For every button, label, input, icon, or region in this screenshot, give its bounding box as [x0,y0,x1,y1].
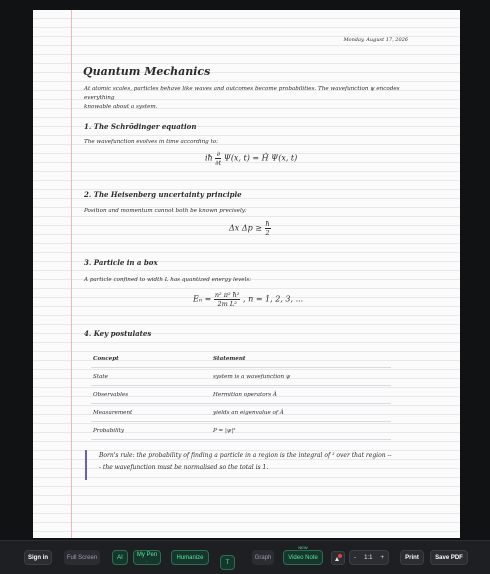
eq-2-numerator: ħ [265,220,270,228]
table-cell-statement: yields an eigenvalue of Â [213,409,284,416]
video-note-button[interactable] [283,545,323,565]
section-2-text: Position and momentum cannot both be known precisely: [84,208,247,214]
print-button[interactable]: Print [400,550,424,565]
eq-1-left: iħ [205,153,213,163]
bottom-toolbar [0,540,490,574]
caret-up-icon [335,557,339,561]
eq-3-denominator: 2m L² [217,300,237,308]
new-badge: NEW [298,545,308,550]
zoom-control [349,550,389,565]
eq-3-right: , n = 1, 2, 3, ... [243,294,304,304]
notebook-page [33,10,460,538]
table-cell-statement: Hermitian operators Â [213,391,277,398]
section-1-text: The wavefunction evolves in time according to: [84,139,219,145]
intro-line-2: knowable about a system. [84,104,158,110]
table-header-concept: Concept [93,355,119,362]
margin-line [71,10,72,538]
energy-equation [193,291,303,308]
full-screen-button[interactable]: Full Screen [64,550,100,565]
intro-paragraph [84,85,414,112]
page-title: Quantum Mechanics [83,65,211,78]
postulates-table [91,350,391,440]
table-cell-concept: Observables [93,391,129,398]
table-cell-concept: Probability [93,427,125,434]
humanize-button[interactable]: Humanize [171,550,209,565]
eq-3-fraction [214,291,241,308]
callout-line-1: Born's rule: the probability of finding a particle in a region is the integral of ² over that region -- [99,452,392,459]
section-4-heading: 4. Key postulates [84,329,152,338]
schrodinger-equation [205,150,297,167]
zoom-out-button[interactable]: - [354,554,356,561]
save-pdf-button[interactable]: Save PDF [430,550,468,565]
pen-color-picker[interactable] [331,551,345,565]
uncertainty-equation [229,220,271,237]
section-2-heading: 2. The Heisenberg uncertainty principle [84,190,242,199]
table-cell-concept: Measurement [93,409,133,416]
intro-line-1: At atomic scales, particles behave like waves and outcomes become probabilities. The wavefunction ψ encodes everything [84,86,400,101]
table-row [91,368,391,386]
table-row [91,404,391,422]
text-tool-button[interactable]: T [220,555,235,570]
born-rule-callout [85,450,417,480]
eq-2-fraction [265,220,271,237]
table-cell-statement: P = |ψ|² [213,427,236,434]
table-header-row [91,350,391,368]
section-3-heading: 3. Particle in a box [84,258,158,267]
eq-1-right: Ψ(x, t) = Ĥ Ψ(x, t) [223,153,298,163]
table-row [91,422,391,440]
eq-2-denominator: 2 [265,229,270,237]
my-pen-sub: - [146,558,148,563]
graph-button[interactable]: Graph [252,550,274,565]
ai-button[interactable]: AI [112,550,128,565]
eq-3-left: Eₙ = [193,294,212,304]
table-row [91,386,391,404]
eq-1-fraction [215,150,221,167]
page-date: Monday, August 17, 2026 [343,37,408,43]
eq-2-left: Δx Δp ≥ [229,223,262,233]
eq-1-denominator: ∂t [215,159,222,167]
table-cell-concept: State [93,373,108,380]
table-header-statement: Statement [213,355,246,362]
video-note-label: Video Note [288,554,318,561]
sign-in-button[interactable]: Sign in [24,550,52,565]
my-pen-label: My Pen [136,552,158,558]
callout-line-2: - the wavefunction must be normalised so the total is 1. [99,464,269,471]
table-cell-statement: system is a wavefunction ψ [213,373,291,380]
section-3-text: A particle confined to width L has quantized energy levels: [84,277,252,283]
zoom-level: 1:1 [364,554,373,561]
section-1-heading: 1. The Schrödinger equation [84,122,197,131]
eq-3-numerator: n² π² ħ² [214,291,240,299]
my-pen-button[interactable] [133,550,161,565]
zoom-in-button[interactable]: + [380,554,384,561]
eq-1-numerator: ∂ [216,150,220,158]
